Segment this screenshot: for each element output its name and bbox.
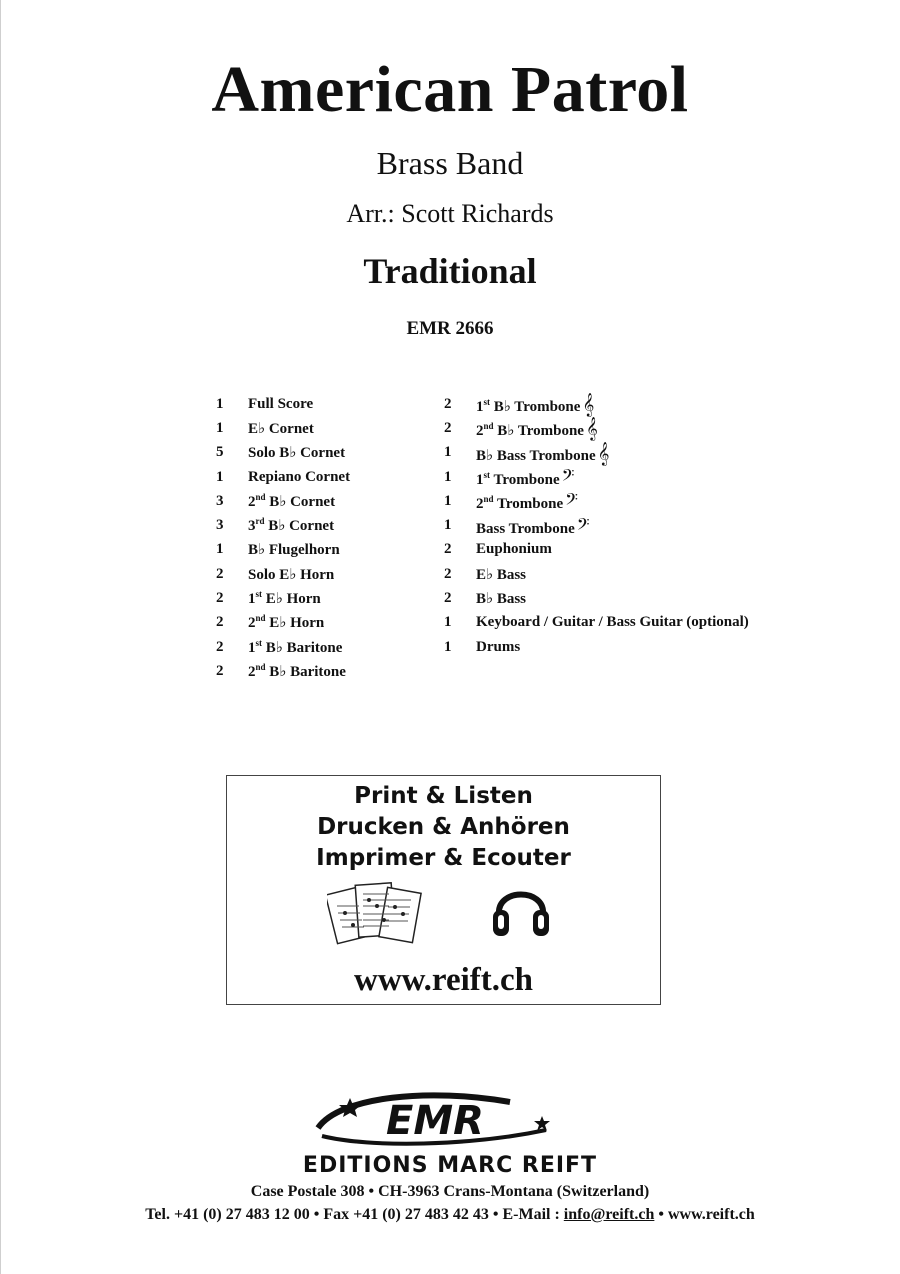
- part-prefix: 1: [476, 399, 484, 416]
- part-row: [444, 538, 749, 562]
- headphones-icon: [489, 874, 553, 940]
- part-row: [216, 659, 350, 683]
- part-name: [248, 469, 350, 486]
- contact-website[interactable]: • www.reift.ch: [654, 1206, 755, 1223]
- part-row: [216, 562, 350, 586]
- part-prefix: 1: [248, 639, 256, 656]
- part-quantity: 1: [444, 492, 452, 509]
- part-quantity: 1: [216, 541, 224, 558]
- part-name: [476, 514, 590, 538]
- part-row: [444, 489, 749, 513]
- part-row: [444, 513, 749, 537]
- part-ordinal: st: [255, 589, 262, 600]
- part-name: [248, 662, 346, 681]
- part-quantity: 1: [444, 517, 452, 534]
- part-row: [216, 441, 350, 465]
- part-name: [248, 492, 335, 511]
- contact-phone-fax: Tel. +41 (0) 27 483 12 00 • Fax +41 (0) 27 483 42 43 • E-Mail :: [145, 1206, 564, 1223]
- part-name: [476, 589, 526, 608]
- part-name: [476, 465, 574, 489]
- part-instrument: B♭ Trombone: [497, 423, 584, 440]
- part-name: [476, 441, 609, 465]
- part-instrument: Full Score: [248, 395, 314, 412]
- part-row: [444, 392, 749, 416]
- part-instrument: B♭ Bass Trombone: [476, 447, 596, 464]
- part-instrument: B♭ Baritone: [269, 663, 346, 680]
- part-name: [248, 565, 334, 584]
- part-prefix: 2: [248, 493, 256, 510]
- part-instrument: B♭ Bass: [476, 591, 527, 608]
- publisher-address: Case Postale 308 • CH-3963 Crans-Montana (Switzerland): [250, 1183, 650, 1200]
- bass-clef-icon: 𝄢: [561, 465, 575, 490]
- parts-list-right: [444, 392, 749, 659]
- part-quantity: 2: [444, 395, 452, 412]
- part-quantity: 3: [216, 492, 224, 509]
- part-name: [476, 392, 594, 416]
- part-row: [444, 416, 749, 440]
- part-instrument: B♭ Cornet: [268, 518, 335, 535]
- part-row: [216, 635, 350, 659]
- part-prefix: 1: [476, 472, 484, 489]
- part-name: [476, 614, 749, 631]
- part-quantity: 5: [216, 444, 224, 461]
- part-instrument: E♭ Horn: [269, 615, 325, 632]
- catalog-number: EMR 2666: [406, 318, 494, 339]
- part-instrument: Trombone: [497, 496, 564, 513]
- part-row: [216, 611, 350, 635]
- part-instrument: Drums: [476, 638, 521, 655]
- promo-line-print-listen: Print & Listen: [354, 783, 533, 809]
- part-instrument: E♭ Bass: [476, 566, 527, 583]
- part-row: [216, 465, 350, 489]
- part-name: [476, 639, 520, 656]
- part-ordinal: st: [255, 637, 262, 648]
- part-row: [216, 489, 350, 513]
- part-row: [444, 611, 749, 635]
- part-name: [248, 540, 340, 559]
- part-prefix: 2: [476, 423, 484, 440]
- part-prefix: Solo: [248, 445, 276, 462]
- part-name: [248, 419, 314, 438]
- part-name: [248, 396, 313, 413]
- part-ordinal: nd: [483, 494, 494, 505]
- part-name: [248, 638, 342, 657]
- part-instrument: Bass Trombone: [476, 520, 575, 537]
- part-quantity: 1: [216, 419, 224, 436]
- part-ordinal: nd: [255, 661, 266, 672]
- part-quantity: 1: [444, 638, 452, 655]
- emr-logo: [310, 1090, 560, 1150]
- part-row: [216, 513, 350, 537]
- part-instrument: E♭ Horn: [265, 591, 321, 608]
- treble-clef-icon: 𝄞: [585, 416, 598, 441]
- part-instrument: E♭ Horn: [279, 566, 335, 583]
- part-ordinal: nd: [483, 421, 494, 432]
- part-ordinal: st: [483, 470, 490, 481]
- part-instrument: Euphonium: [476, 541, 552, 558]
- part-row: [216, 392, 350, 416]
- sheet-music-icon: [327, 880, 423, 946]
- part-instrument: Keyboard / Guitar / Bass Guitar (optional): [476, 614, 749, 631]
- part-ordinal: st: [483, 397, 490, 408]
- subtitle: Brass Band: [376, 145, 524, 181]
- part-quantity: 1: [444, 468, 452, 485]
- part-instrument: B♭ Baritone: [265, 639, 343, 656]
- part-instrument: B♭ Trombone: [493, 399, 581, 416]
- part-prefix: 1: [248, 591, 256, 608]
- part-ordinal: rd: [255, 516, 265, 527]
- part-quantity: 2: [216, 662, 224, 679]
- part-name: [476, 565, 526, 584]
- publisher-name: EDITIONS MARC REIFT: [302, 1153, 598, 1178]
- part-ordinal: nd: [255, 491, 266, 502]
- treble-clef-icon: 𝄞: [582, 392, 595, 417]
- part-name: [476, 489, 578, 513]
- email-link[interactable]: info@reift.ch: [563, 1206, 655, 1223]
- part-row: [444, 465, 749, 489]
- part-quantity: 1: [444, 614, 452, 631]
- part-quantity: 2: [444, 565, 452, 582]
- part-name: [248, 516, 334, 535]
- part-name: [476, 541, 552, 558]
- part-quantity: 2: [216, 565, 224, 582]
- part-prefix: 2: [248, 663, 256, 680]
- promo-line-imprimer: Imprimer & Ecouter: [316, 845, 571, 871]
- composer: Traditional: [363, 251, 537, 291]
- part-row: [444, 562, 749, 586]
- part-row: [216, 416, 350, 440]
- part-quantity: 3: [216, 517, 224, 534]
- part-quantity: 2: [216, 614, 224, 631]
- part-name: [248, 613, 324, 632]
- publisher-contact: [0, 1206, 900, 1224]
- promo-line-drucken: Drucken & Anhören: [317, 814, 570, 840]
- title: American Patrol: [211, 53, 689, 126]
- part-instrument: B♭ Cornet: [269, 493, 336, 510]
- part-name: [476, 416, 598, 440]
- bass-clef-icon: 𝄢: [565, 489, 578, 514]
- part-row: [216, 586, 350, 610]
- part-instrument: B♭ Flugelhorn: [248, 542, 340, 559]
- part-quantity: 1: [216, 395, 224, 412]
- part-row: [216, 538, 350, 562]
- parts-list-left: [216, 392, 350, 684]
- part-quantity: 2: [444, 419, 452, 436]
- part-row: [444, 586, 749, 610]
- part-ordinal: nd: [255, 613, 266, 624]
- part-quantity: 2: [216, 638, 224, 655]
- part-instrument: B♭ Cornet: [279, 445, 346, 462]
- promo-box: [226, 775, 661, 1005]
- part-prefix: 3: [248, 518, 256, 535]
- part-prefix: Solo: [248, 566, 276, 583]
- treble-clef-icon: 𝄞: [597, 440, 610, 465]
- arranger: Arr.: Scott Richards: [346, 199, 554, 228]
- promo-url[interactable]: www.reift.ch: [353, 962, 534, 998]
- part-quantity: 2: [444, 590, 452, 607]
- part-prefix: 2: [476, 496, 484, 513]
- part-row: [444, 635, 749, 659]
- part-name: [248, 443, 345, 462]
- part-quantity: 1: [444, 444, 452, 461]
- part-name: [248, 589, 321, 608]
- part-row: [444, 441, 749, 465]
- part-quantity: 2: [216, 590, 224, 607]
- part-quantity: 1: [216, 468, 224, 485]
- svg-text:EMR: EMR: [386, 1098, 484, 1144]
- part-prefix: 2: [248, 615, 256, 632]
- part-quantity: 2: [444, 541, 452, 558]
- part-instrument: Repiano Cornet: [248, 468, 351, 485]
- part-instrument: Trombone: [493, 472, 560, 489]
- part-instrument: E♭ Cornet: [248, 420, 314, 437]
- bass-clef-icon: 𝄢: [576, 513, 590, 538]
